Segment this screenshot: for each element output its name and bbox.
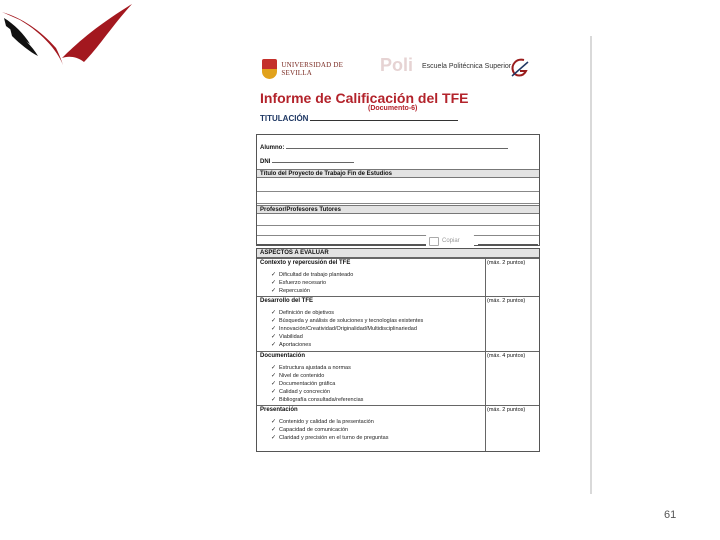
university-header (262, 58, 372, 80)
check-icon: ✓ (271, 334, 277, 340)
section-points: (máx. 4 puntos) (487, 353, 526, 359)
section-title: Presentación (260, 407, 298, 413)
section-presentacion (257, 405, 539, 452)
aspects-header: ASPECTOS A EVALUAR (257, 249, 539, 258)
dni-label: DNI (260, 159, 271, 165)
book-logo-icon (0, 0, 140, 72)
section-points: (máx. 2 puntos) (487, 260, 526, 266)
page-number: 61 (664, 509, 677, 521)
check-icon: ✓ (271, 435, 277, 441)
list-item: ✓ Búsqueda y análisis de soluciones y tecnologías existentes (271, 318, 424, 324)
list-item: ✓ Esfuerzo necesario (271, 280, 327, 286)
list-item: ✓ Calidad y concreción (271, 389, 331, 395)
university-name: UNIVERSIDAD DE SEVILLA (281, 61, 344, 77)
section-title: Documentación (260, 353, 306, 359)
titulacion-label: TITULACIÓN (260, 114, 309, 123)
section-points: (máx. 2 puntos) (487, 298, 526, 304)
check-icon: ✓ (271, 419, 277, 425)
check-icon: ✓ (271, 318, 277, 324)
poli-watermark: Poli (380, 55, 414, 75)
check-icon: ✓ (271, 397, 277, 403)
titulacion-field (260, 112, 458, 123)
titulo-label: Título del Proyecto de Trabajo Fin de Estudios (257, 169, 539, 178)
copy-icon (429, 237, 439, 246)
aspects-table (256, 248, 540, 452)
check-icon: ✓ (271, 381, 277, 387)
check-icon: ✓ (271, 310, 277, 316)
check-icon: ✓ (271, 272, 277, 278)
section-title: Desarrollo del TFE (260, 298, 314, 304)
document-subtitle: (Documento-6) (368, 105, 418, 112)
alumno-label: Alumno: (260, 145, 285, 151)
check-icon: ✓ (271, 288, 277, 294)
list-item: ✓ Bibliografía consultada/referencias (271, 397, 364, 403)
list-item: ✓ Viabilidad (271, 334, 303, 340)
alumno-row (257, 143, 539, 151)
list-item: ✓ Contenido y calidad de la presentación (271, 419, 374, 425)
list-item: ✓ Dificultad de trabajo planteado (271, 272, 354, 278)
list-item: ✓ Documentación gráfica (271, 381, 336, 387)
list-item: ✓ Aportaciones (271, 342, 312, 348)
tutores-label: Profesor/Profesores Tutores (257, 205, 539, 214)
section-documentacion (257, 351, 539, 406)
check-icon: ✓ (271, 365, 277, 371)
list-item: ✓ Claridad y precisión en el turno de preguntas (271, 435, 389, 441)
check-icon: ✓ (271, 389, 277, 395)
check-icon: ✓ (271, 427, 277, 433)
check-icon: ✓ (271, 280, 277, 286)
copy-chip-label: Copiar (442, 238, 460, 244)
section-title: Contexto y repercusión del TFE (260, 260, 351, 266)
check-icon: ✓ (271, 373, 277, 379)
student-info-block (256, 134, 540, 246)
titulacion-blank (310, 112, 458, 121)
school-logo-icon (508, 56, 532, 80)
grading-report-document (256, 50, 540, 460)
list-item: ✓ Definición de objetivos (271, 310, 335, 316)
school-name: Escuela Politécnica Superior (422, 63, 512, 70)
section-points: (máx. 2 puntos) (487, 407, 526, 413)
copy-chip[interactable] (426, 234, 474, 248)
section-contexto (257, 258, 539, 297)
list-item: ✓ Innovación/Creatividad/Originalidad/Multidisciplinariedad (271, 326, 417, 332)
list-item: ✓ Repercusión (271, 288, 310, 294)
university-crest-icon (262, 59, 277, 79)
check-icon: ✓ (271, 342, 277, 348)
list-item: ✓ Nivel de contenido (271, 373, 325, 379)
dni-row (257, 157, 539, 165)
document-title: Informe de Calificación del TFE (260, 90, 469, 106)
check-icon: ✓ (271, 326, 277, 332)
list-item: ✓ Capacidad de comunicación (271, 427, 349, 433)
list-item: ✓ Estructura ajustada a normas (271, 365, 351, 371)
section-desarrollo (257, 296, 539, 352)
divider-line (590, 36, 592, 494)
